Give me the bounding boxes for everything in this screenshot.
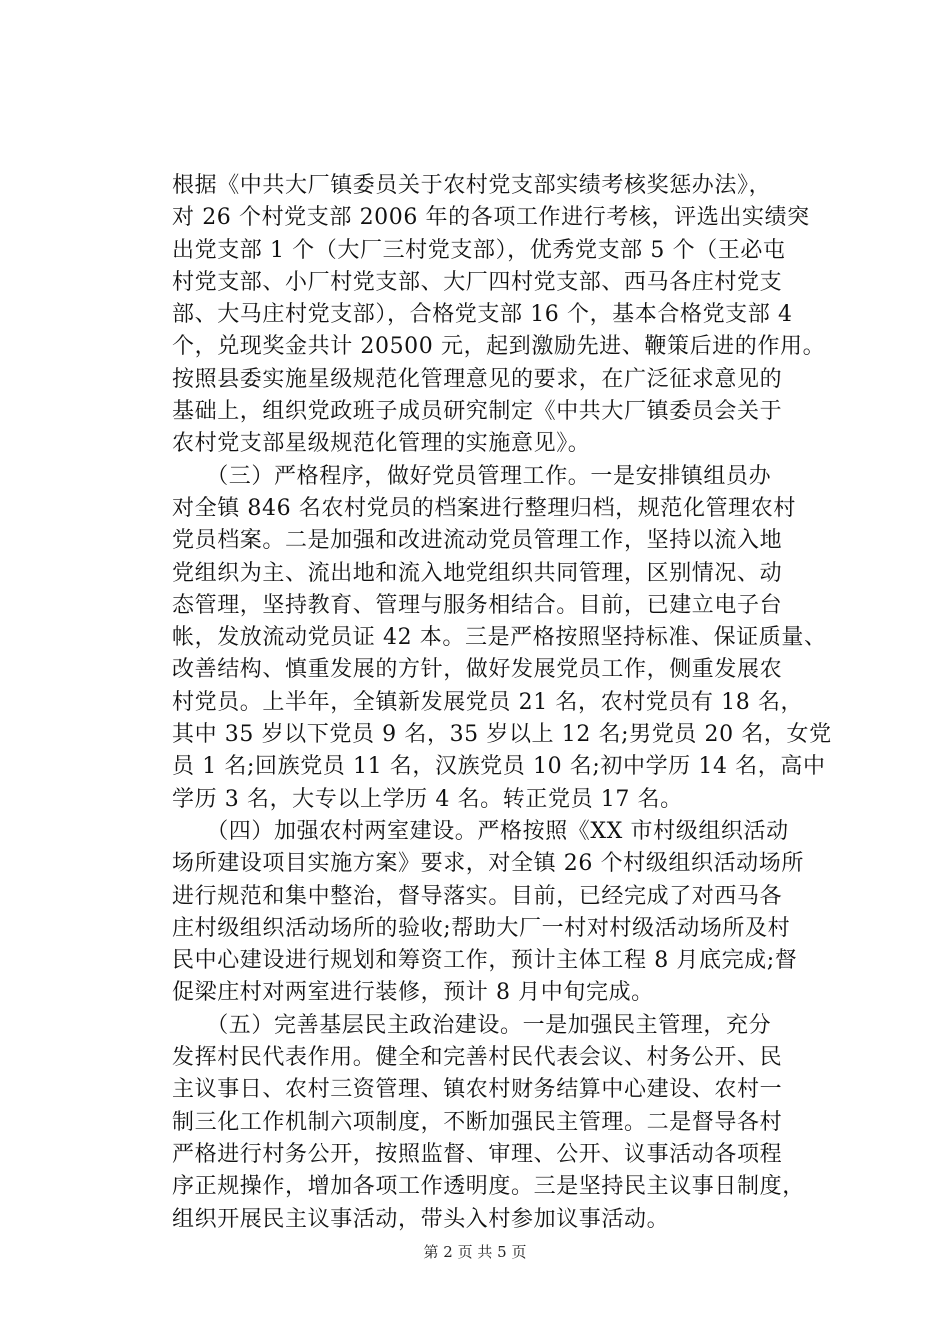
text-line: 个，兑现奖金共计 20500 元，起到激励先进、鞭策后进的作用。 xyxy=(172,334,826,360)
text-line: 主议事日、农村三资管理、镇农村财务结算中心建设、农村一 xyxy=(172,1077,783,1103)
text-line: 按照县委实施星级规范化管理意见的要求，在广泛征求意见的 xyxy=(172,366,783,392)
text-line: 农村党支部星级规范化管理的实施意见》。 xyxy=(172,431,591,457)
text-line: 态管理，坚持教育、管理与服务相结合。目前，已建立电子台 xyxy=(172,592,783,618)
text-line: 制三化工作机制六项制度，不断加强民主管理。二是督导各村 xyxy=(172,1109,783,1135)
text-line: 序正规操作，增加各项工作透明度。三是坚持民主议事日制度， xyxy=(172,1174,805,1200)
page-number-footer: 第 2 页 共 5 页 xyxy=(423,1243,527,1261)
section-4-heading-line: （四）加强农村两室建设。严格按照《XX 市村级组织活动 xyxy=(172,818,789,844)
text-line: 基础上，组织党政班子成员研究制定《中共大厂镇委员会关于 xyxy=(172,399,783,425)
text-line: 党组织为主、流出地和流入地党组织共同管理，区别情况、动 xyxy=(172,560,783,586)
section-3-heading-line: （三）严格程序，做好党员管理工作。一是安排镇组员办 xyxy=(172,463,772,489)
text-line: 发挥村民代表作用。健全和完善村民代表会议、村务公开、民 xyxy=(172,1045,783,1071)
text-line: 庄村级组织活动场所的验收;帮助大厂一村对村级活动场所及村 xyxy=(172,915,791,941)
text-line: 进行规范和集中整治，督导落实。目前，已经完成了对西马各 xyxy=(172,883,783,909)
text-line: 组织开展民主议事活动，带头入村参加议事活动。 xyxy=(172,1206,670,1232)
text-line: 员 1 名;回族党员 11 名，汉族党员 10 名;初中学历 14 名，高中 xyxy=(172,754,826,780)
text-line: 促梁庄村对两室进行装修，预计 8 月中旬完成。 xyxy=(172,980,654,1006)
section-5-heading-line: （五）完善基层民主政治建设。一是加强民主管理，充分 xyxy=(172,1012,772,1038)
text-line: 根据《中共大厂镇委员关于农村党支部实绩考核奖惩办法》， xyxy=(172,173,772,198)
text-line: 对 26 个村党支部 2006 年的各项工作进行考核，评选出实绩突 xyxy=(172,205,810,231)
text-line: 部、大马庄村党支部），合格党支部 16 个，基本合格党支部 4 xyxy=(172,302,793,328)
text-line: 党员档案。二是加强和改进流动党员管理工作，坚持以流入地 xyxy=(172,528,783,554)
text-line: 严格进行村务公开，按照监督、审理、公开、议事活动各项程 xyxy=(172,1141,783,1167)
document-body xyxy=(172,170,860,1236)
text-line: 对全镇 846 名农村党员的档案进行整理归档，规范化管理农村 xyxy=(172,495,796,521)
text-line: 场所建设项目实施方案》要求，对全镇 26 个村级组织活动场所 xyxy=(172,851,804,877)
text-line: 帐，发放流动党员证 42 本。三是严格按照坚持标准、保证质量、 xyxy=(172,625,827,651)
text-line: 改善结构、慎重发展的方针，做好发展党员工作，侧重发展农 xyxy=(172,657,783,683)
text-line: 学历 3 名，大专以上学历 4 名。转正党员 17 名。 xyxy=(172,786,683,812)
text-line: 出党支部 1 个（大厂三村党支部），优秀党支部 5 个（王必屯 xyxy=(172,237,786,263)
text-line: 民中心建设进行规划和筹资工作，预计主体工程 8 月底完成;督 xyxy=(172,948,798,974)
text-line: 村党支部、小厂村党支部、大厂四村党支部、西马各庄村党支 xyxy=(172,269,783,295)
text-line: 其中 35 岁以下党员 9 名，35 岁以上 12 名;男党员 20 名，女党 xyxy=(172,722,832,748)
text-line: 村党员。上半年，全镇新发展党员 21 名，农村党员有 18 名， xyxy=(172,689,804,715)
